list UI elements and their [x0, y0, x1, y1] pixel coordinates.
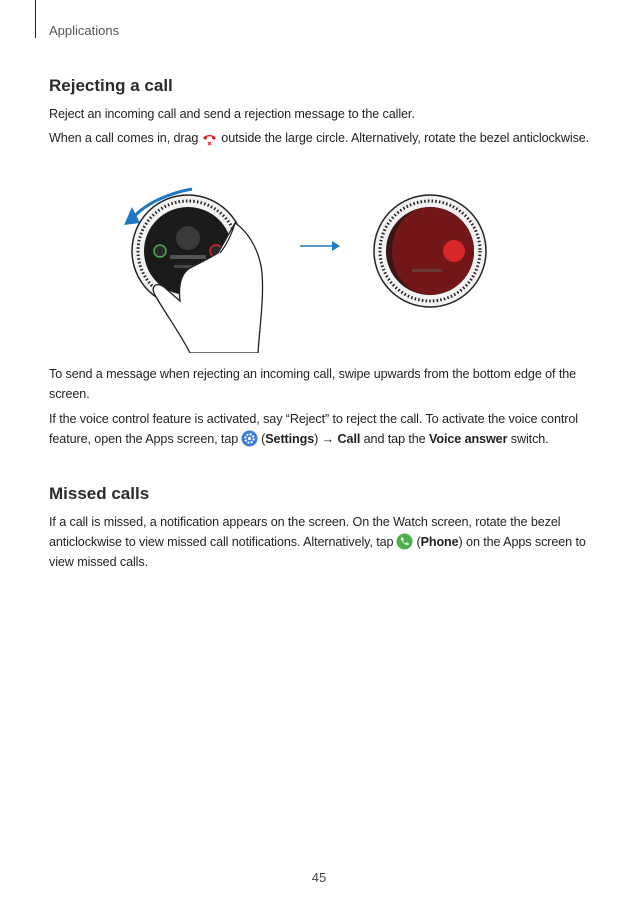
rejecting-p4-end: switch. [510, 432, 549, 446]
page-number: 45 [311, 870, 327, 885]
rejecting-call-more [49, 364, 594, 449]
missed-p1-a: If a call is missed, a notification appears on the screen. On the Watch screen, rotate the bezel anticlockwise to view missed call notifications. Alternatively, tap [49, 515, 561, 549]
missed-p1-b: on the Apps screen to view missed calls. [49, 535, 586, 569]
rejecting-p4-mid: and tap the [363, 432, 426, 446]
phone-label: Phone [420, 535, 459, 549]
arrow-glyph: → [321, 432, 335, 446]
watch-incoming-call [132, 195, 263, 353]
rejecting-p4-a: If the voice control feature is activated, say “Reject” to reject the call. To activate the voice control feature, open the Apps screen, tap [49, 412, 578, 446]
missed-p1: If a call is missed, a notification appears on the screen. On the Watch screen, rotate the bezel anticlockwise to view missed call notifications. Alternatively, tap (Phone) on the Apps screen to view missed calls. [49, 515, 586, 569]
rejecting-call-heading: Rejecting a call [49, 76, 173, 95]
rejecting-call-section [49, 76, 594, 96]
reject-call-illustration [110, 183, 500, 353]
rejecting-p3: To send a message when rejecting an incoming call, swipe upwards from the bottom edge of the screen. [49, 367, 577, 401]
header-rule [35, 0, 36, 38]
reject-call-icon [201, 129, 218, 146]
rejecting-p2-a: When a call comes in, drag [49, 131, 199, 145]
rejecting-p4: If the voice control feature is activated, say “Reject” to reject the call. To activate the voice control feature, open the Apps screen, tap (Settings) → Call and tap the Voice answer switch. [49, 412, 578, 446]
header-section-title: Applications [49, 23, 120, 38]
settings-label: Settings [265, 432, 315, 446]
phone-icon [396, 533, 413, 550]
watch-rejecting-call [374, 195, 486, 307]
rejecting-p1: Reject an incoming call and send a rejection message to the caller. [49, 107, 415, 121]
call-label: Call [337, 432, 361, 446]
rejecting-call-text [49, 104, 594, 148]
settings-icon [241, 430, 258, 447]
missed-calls-heading: Missed calls [49, 484, 150, 503]
missed-calls-text [49, 512, 594, 572]
missed-calls-section [49, 484, 594, 504]
voice-answer-label: Voice answer [429, 432, 508, 446]
rejecting-p2-b: outside the large circle. Alternatively, rotate the bezel anticlockwise. [221, 131, 590, 145]
next-step-arrow [300, 241, 340, 251]
rejecting-p2 [49, 128, 594, 148]
